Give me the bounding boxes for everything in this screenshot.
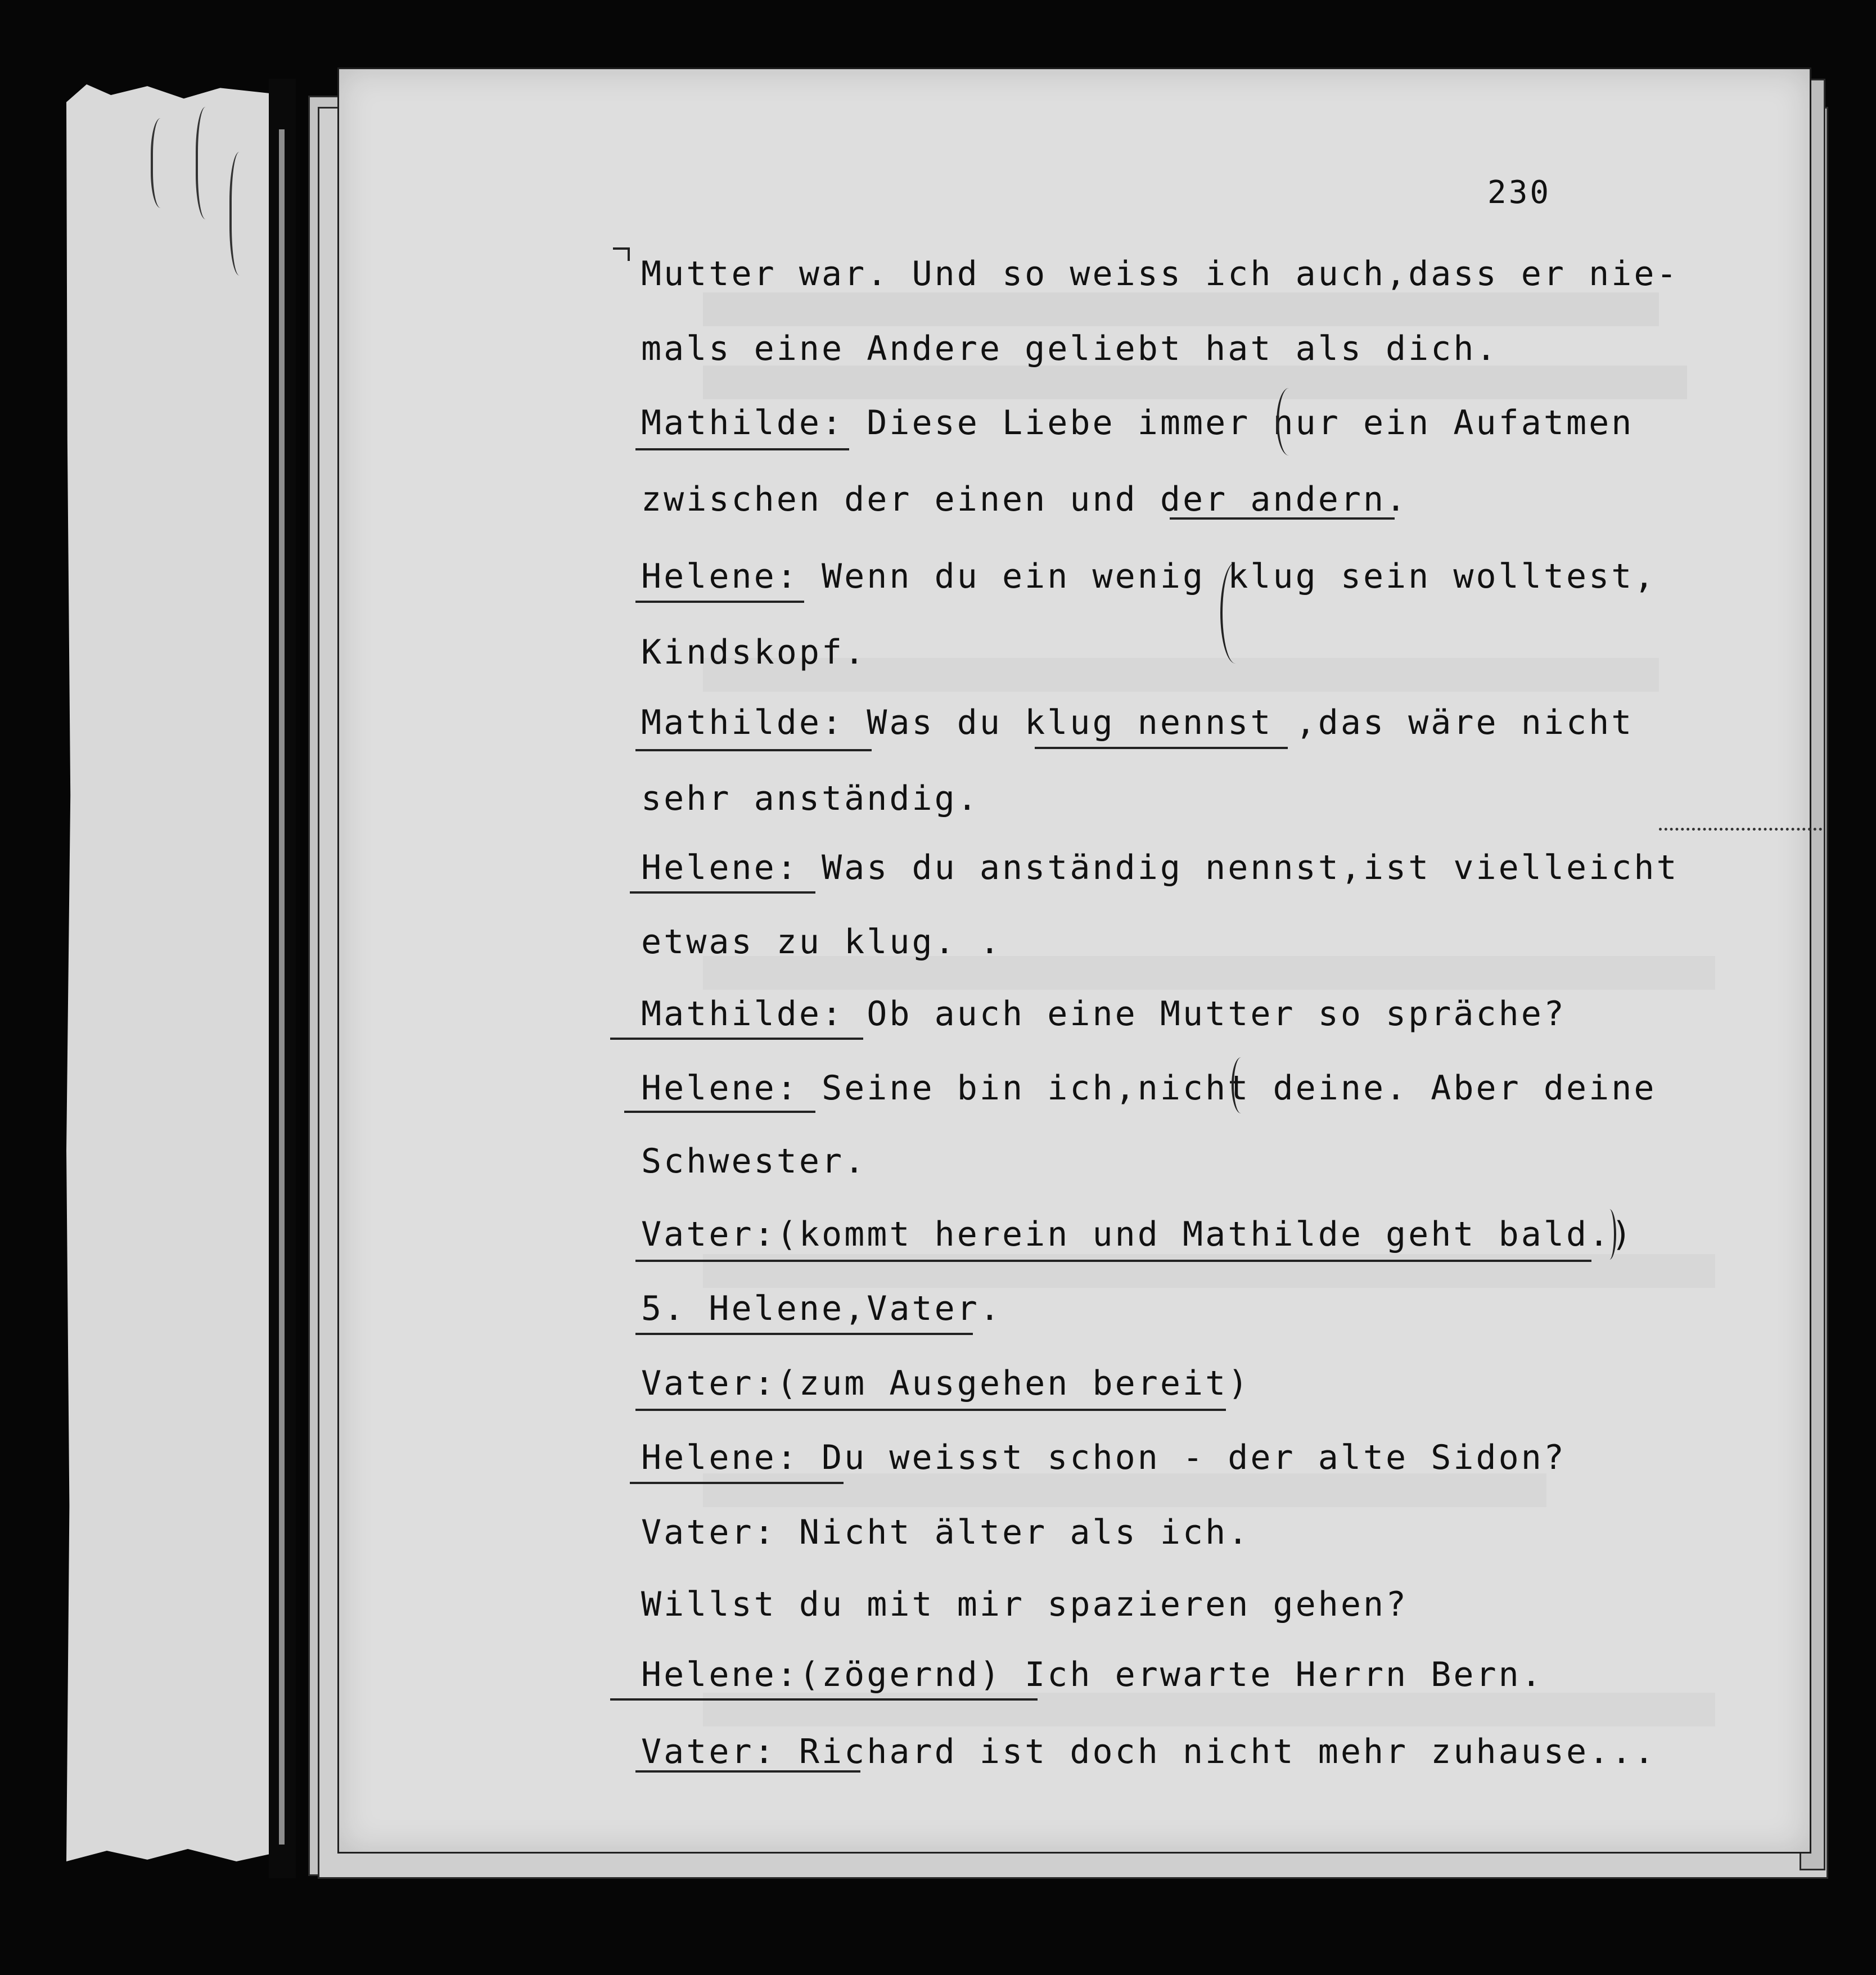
speaker-underline	[635, 1260, 1591, 1262]
text-line: Mathilde: Was du klug nennst ,das wäre nicht	[641, 703, 1634, 742]
speaker-underline	[635, 1770, 860, 1773]
text-line: sehr anständig.	[641, 779, 980, 818]
speaker-underline	[610, 1038, 863, 1040]
text-line: Vater:(zum Ausgehen bereit)	[641, 1364, 1251, 1403]
text-line: etwas zu klug. .	[641, 922, 1002, 962]
text-line: 5. Helene,Vater.	[641, 1289, 1002, 1328]
speaker-underline	[624, 1111, 815, 1113]
dotted-rule	[1659, 828, 1822, 831]
text-line: Kindskopf.	[641, 633, 867, 672]
text-line: Schwester.	[641, 1142, 867, 1181]
strip-mark	[229, 152, 254, 276]
strip-mark	[151, 118, 175, 208]
text-underline	[1170, 517, 1395, 520]
text-line: Willst du mit mir spazieren gehen?	[641, 1585, 1409, 1624]
text-underline	[635, 1409, 1226, 1411]
pencil-mark	[1603, 1209, 1616, 1260]
binding-highlight	[279, 129, 285, 1845]
left-torn-strip	[66, 84, 269, 1861]
text-line: Helene: Wenn du ein wenig klug sein wolltest,	[641, 557, 1657, 596]
text-line: Helene:(zögernd) Ich erwarte Herrn Bern.	[641, 1655, 1544, 1694]
pencil-mark	[1277, 388, 1301, 456]
text-line: Mutter war. Und so weiss ich auch,dass er nie-	[641, 254, 1679, 294]
text-underline	[635, 1333, 973, 1335]
pencil-mark	[1220, 562, 1251, 664]
margin-bracket	[613, 247, 630, 261]
text-line: zwischen der einen und der andern.	[641, 480, 1409, 519]
page-number: 230	[1487, 174, 1552, 211]
speaker-underline	[630, 1482, 844, 1484]
text-line: Helene: Seine bin ich,nicht deine. Aber deine	[641, 1068, 1657, 1108]
strip-mark	[196, 107, 220, 219]
speaker-underline	[635, 749, 872, 751]
speaker-underline	[630, 891, 815, 894]
speaker-underline	[635, 601, 804, 603]
text-line: Helene: Du weisst schon - der alte Sidon?	[641, 1438, 1567, 1477]
text-line: Mathilde: Diese Liebe immer nur ein Aufatmen	[641, 403, 1634, 443]
pencil-mark	[1232, 1057, 1251, 1113]
text-line: Vater:(kommt herein und Mathilde geht bald.)	[641, 1215, 1634, 1254]
text-underline	[1035, 747, 1288, 749]
speaker-underline	[610, 1698, 1038, 1701]
text-line: Helene: Was du anständig nennst,ist vielleicht	[641, 848, 1679, 887]
text-line: Vater: Richard ist doch nicht mehr zuhause...	[641, 1732, 1657, 1771]
speaker-underline	[635, 448, 849, 450]
text-line: Vater: Nicht älter als ich.	[641, 1513, 1251, 1552]
text-line: mals eine Andere geliebt hat als dich.	[641, 329, 1499, 368]
text-line: Mathilde: Ob auch eine Mutter so spräche?	[641, 994, 1567, 1034]
